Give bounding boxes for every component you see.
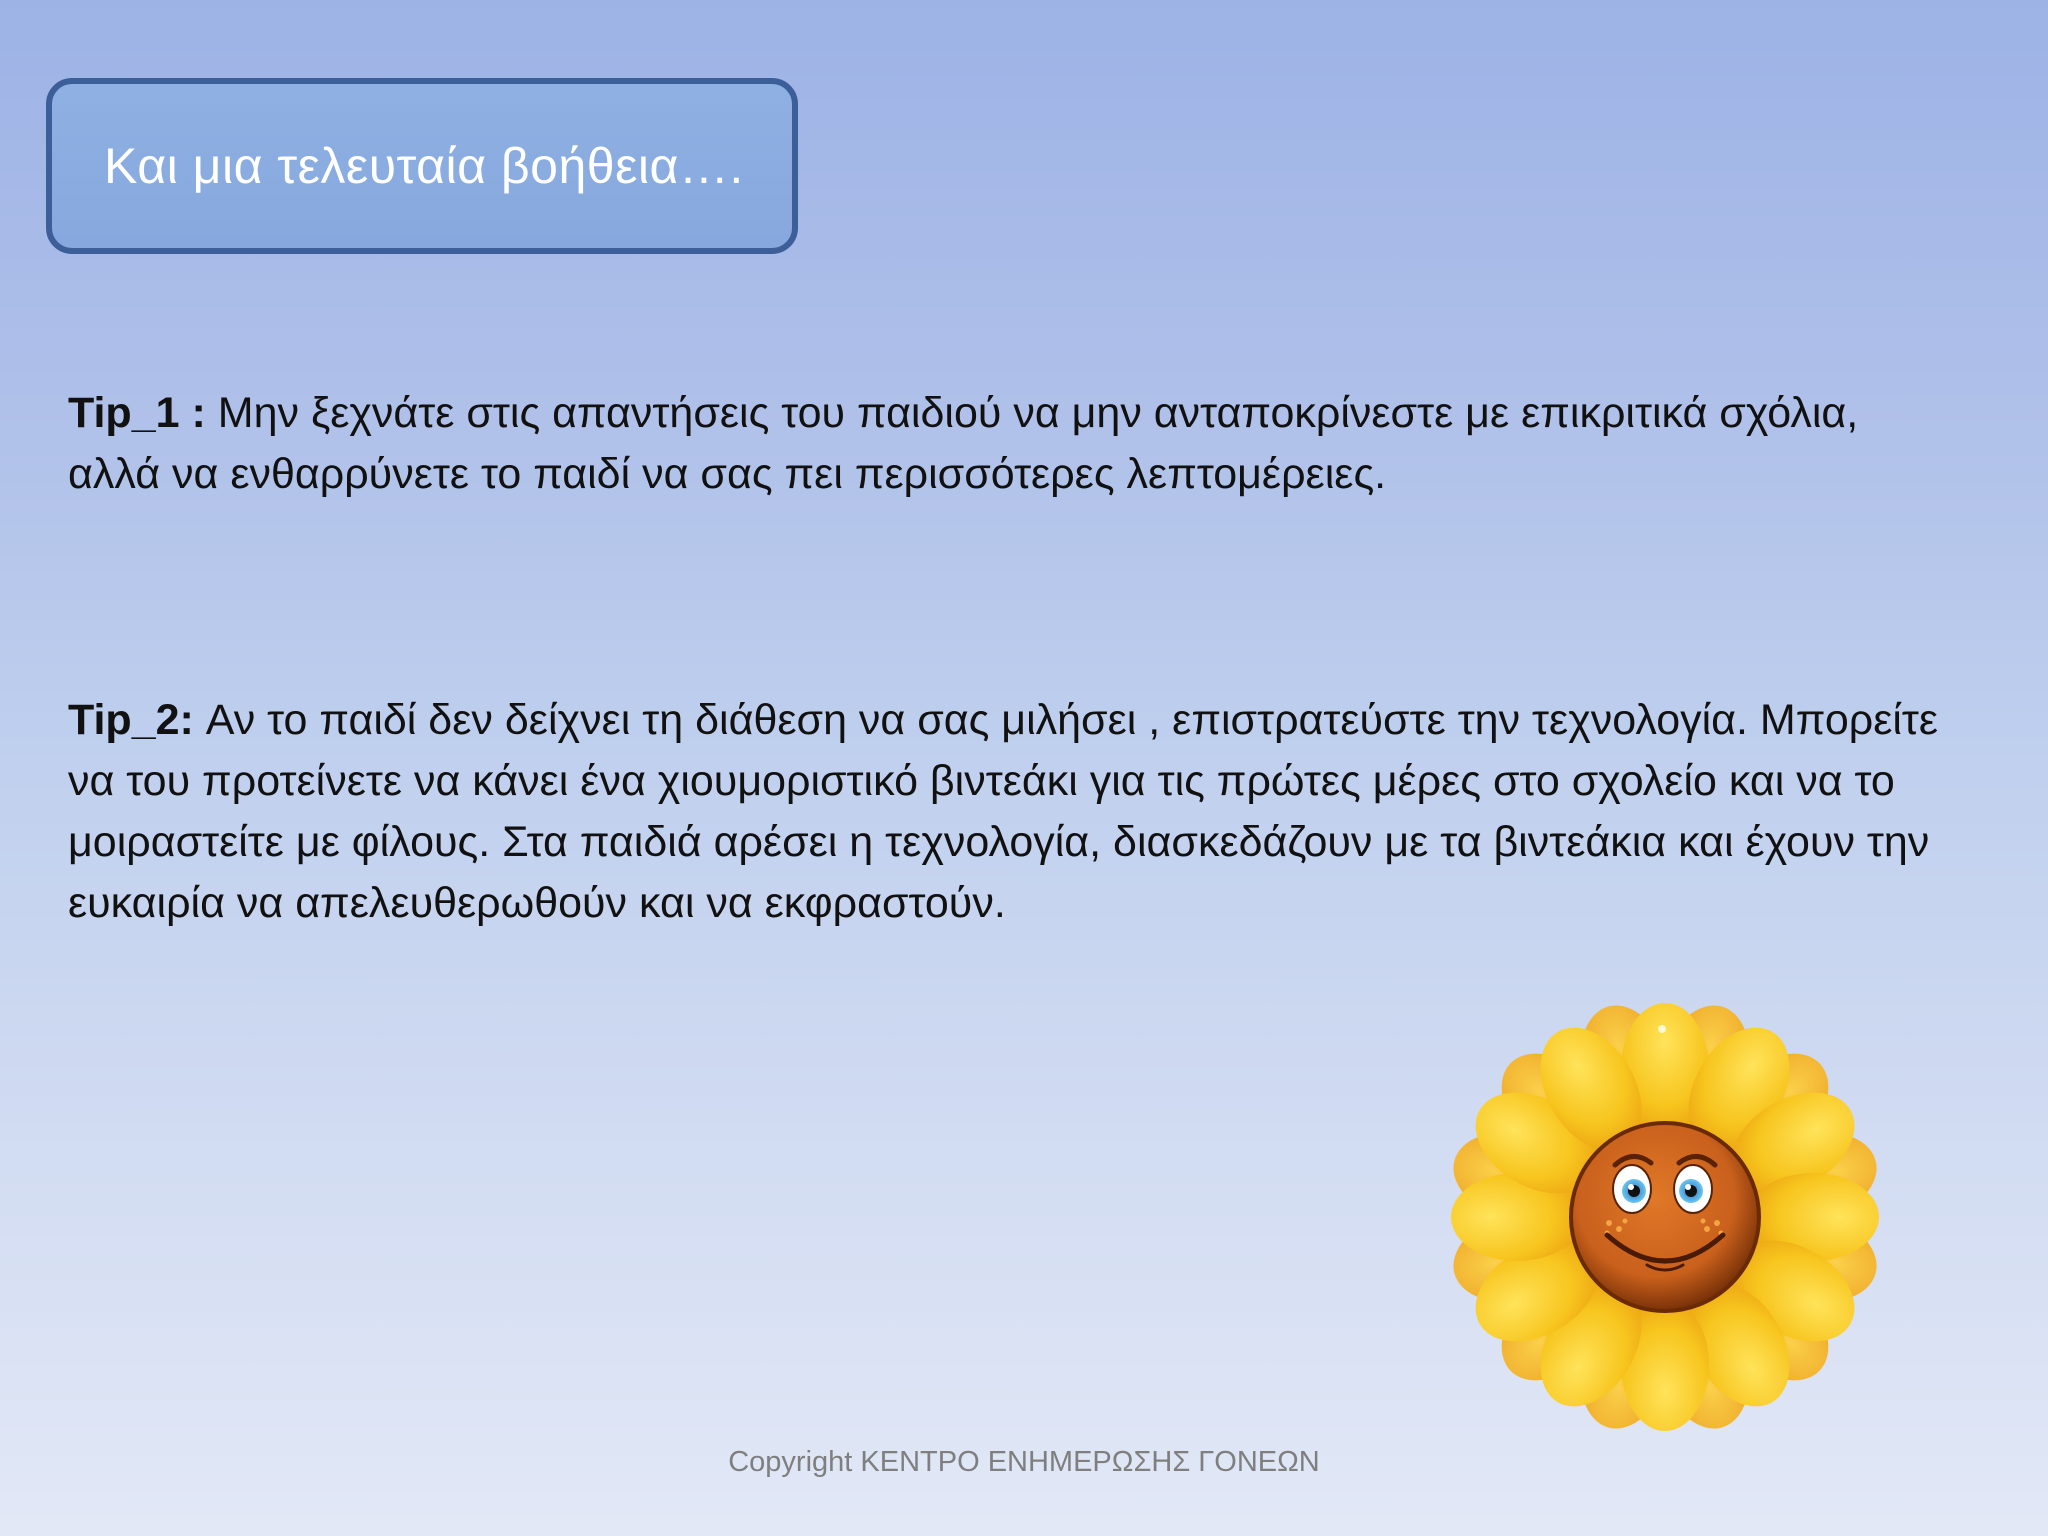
- slide-title: Και μια τελευταία βοήθεια….: [104, 138, 744, 194]
- tip-1-label: Tip_1 :: [68, 389, 206, 437]
- tip-1-text: Μην ξεχνάτε στις απαντήσεις του παιδιού να μην ανταποκρίνεστε με επικριτικά σχόλια, αλλά να ενθαρρύνετε το παιδί να σας πει περισσότερες λεπτομέρειες.: [68, 389, 1859, 498]
- tip-2-label: Tip_2:: [68, 696, 194, 744]
- copyright-footer: Copyright ΚΕΝΤΡΟ ΕΝΗΜΕΡΩΣΗΣ ΓΟΝΕΩΝ: [728, 1446, 1320, 1478]
- tip-2-text: Αν το παιδί δεν δείχνει τη διάθεση να σας μιλήσει , επιστρατεύστε την τεχνολογία. Μπορείτε να του προτείνετε να κάνει ένα χιουμοριστικό βιντεάκι για τις πρώτες μέρες στο σχολείο και να το μοιραστείτε με φίλους. Στα παιδιά αρέσει η τεχνολογία, διασκεδάζουν με τα βιντεάκια και έχουν την ευκαιρία να απελευθερωθούν και να εκφραστούν.: [68, 696, 1939, 927]
- title-box: [46, 78, 798, 254]
- tip-1-paragraph: [68, 383, 1948, 505]
- tip-2-paragraph: [68, 690, 1948, 934]
- flower-face: [1571, 1123, 1759, 1311]
- petal-highlight: [1658, 1025, 1666, 1033]
- smiling-sunflower-icon: [1450, 1002, 1880, 1432]
